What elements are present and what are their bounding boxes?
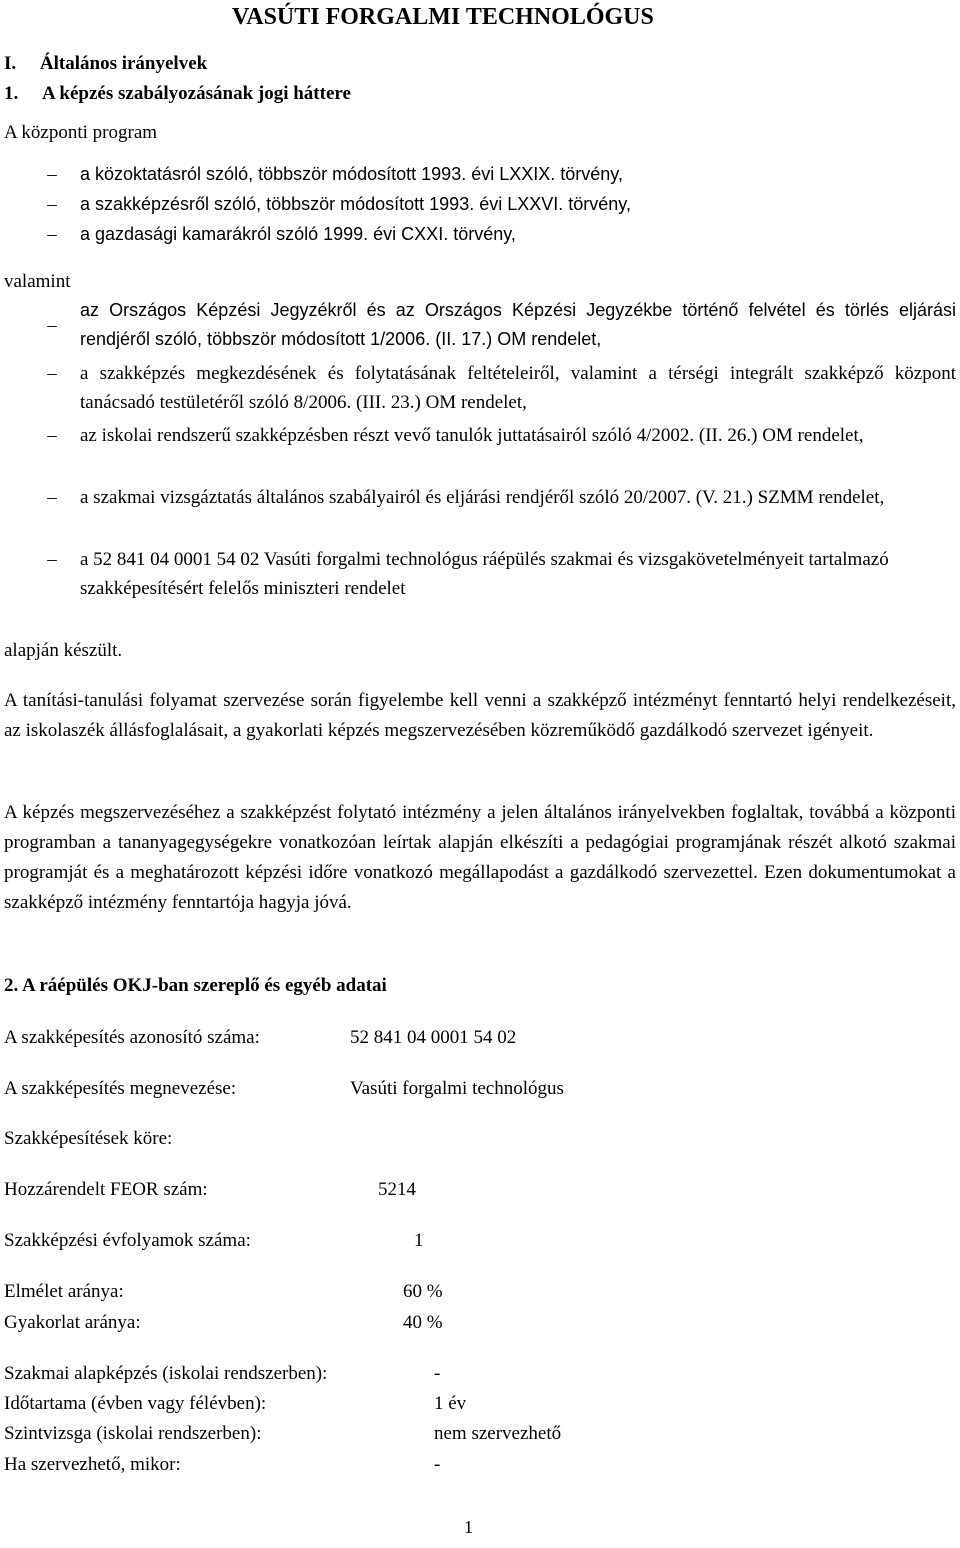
list-item: [34, 220, 956, 249]
list-item: [34, 160, 956, 189]
section-heading-1: I. Általános irányelvek: [4, 53, 208, 74]
duration-label: Időtartama (évben vagy félévben):: [4, 1393, 267, 1414]
dash-bullet: –: [47, 549, 57, 570]
years-value: 1: [414, 1230, 424, 1251]
dash-bullet: –: [47, 224, 57, 245]
list-item-text: az Országos Képzési Jegyzékről és az Országos Képzési Jegyzékbe történő felvétel és törlés eljárási rendjéről szóló, többször módosított 1/2006. (II. 17.) OM rendelet,: [80, 300, 956, 349]
list-item-text: a szakképzésről szóló, többször módosított 1993. évi LXXVI. törvény,: [80, 194, 631, 214]
feor-value: 5214: [378, 1179, 416, 1200]
list-item: [34, 296, 956, 354]
practice-label: Gyakorlat aránya:: [4, 1312, 141, 1333]
dash-bullet: –: [47, 164, 57, 185]
id-label: A szakképesítés azonosító száma:: [4, 1027, 260, 1048]
duration-value: 1 év: [434, 1393, 467, 1414]
scope-label: Szakképesítések köre:: [4, 1128, 173, 1149]
subsection-heading-2: 2. A ráépülés OKJ-ban szereplő és egyéb adatai: [4, 975, 387, 996]
dash-bullet: –: [47, 315, 57, 336]
theory-value: 60 %: [403, 1281, 443, 1302]
list-item: [34, 483, 956, 541]
list-item: [34, 190, 956, 219]
page-number: 1: [464, 1517, 473, 1537]
name-label: A szakképesítés megnevezése:: [4, 1078, 237, 1099]
name-value: Vasúti forgalmi technológus: [350, 1078, 564, 1099]
list-item: [34, 359, 956, 417]
list-item: [34, 421, 956, 479]
list-item-text: a szakképzés megkezdésének és folytatásának feltételeiről, valamint a térségi integrált szakképző központ tanácsadó testületéről szóló 8/2006. (III. 23.) OM rendelet,: [80, 363, 956, 413]
dash-bullet: –: [47, 487, 57, 508]
alapjan-label: alapján készült.: [4, 640, 123, 661]
when-label: Ha szervezhető, mikor:: [4, 1454, 181, 1475]
basic-value: -: [434, 1363, 441, 1384]
dash-bullet: –: [47, 363, 57, 384]
level-value: nem szervezhető: [434, 1423, 562, 1444]
list-item-text: a szakmai vizsgáztatás általános szabályairól és eljárási rendjéről szóló 20/2007. (V. 21.) SZMM rendelet,: [80, 487, 885, 508]
list-item: [34, 545, 956, 603]
basic-label: Szakmai alapképzés (iskolai rendszerben):: [4, 1363, 328, 1384]
paragraph-2: A képzés megszervezéséhez a szakképzést folytató intézmény a jelen általános irányelvekben foglaltak, továbbá a központi programban a tananyagegységekre vonatkozóan leírtak alapján elkészíti a pedagógiai programjának részét alkotó szakmai programját és a meghatározott képzési időre vonatkozó megállapodást a gazdálkodó szervezettel. Ezen dokumentumokat a szakképző intézmény fenntartója hagyja jóvá.: [4, 802, 956, 913]
dash-bullet: –: [47, 194, 57, 215]
valamint-label: valamint: [4, 271, 71, 292]
id-value: 52 841 04 0001 54 02: [350, 1027, 517, 1048]
dash-bullet: –: [47, 425, 57, 446]
years-label: Szakképzési évfolyamok száma:: [4, 1230, 251, 1251]
level-label: Szintvizsga (iskolai rendszerben):: [4, 1423, 262, 1444]
central-program-label: A központi program: [4, 122, 158, 143]
list-item-text: az iskolai rendszerű szakképzésben részt vevő tanulók juttatásairól szóló 4/2002. (II. 26.) OM rendelet,: [80, 425, 864, 446]
list-item-text: a gazdasági kamarákról szóló 1999. évi CXXI. törvény,: [80, 224, 516, 244]
feor-label: Hozzárendelt FEOR szám:: [4, 1179, 208, 1200]
theory-label: Elmélet aránya:: [4, 1281, 124, 1302]
page-title: VASÚTI FORGALMI TECHNOLÓGUS: [232, 4, 654, 30]
when-value: -: [434, 1454, 441, 1475]
paragraph-1: A tanítási-tanulási folyamat szervezése során figyelembe kell venni a szakképző intézményt fenntartó helyi rendelkezéseit, az iskolaszék állásfoglalásait, a gyakorlati képzés megszervezésében közreműködő gazdálkodó szervezet igényeit.: [4, 690, 956, 741]
list-item-text: a közoktatásról szóló, többször módosított 1993. évi LXXIX. törvény,: [80, 164, 623, 184]
subsection-heading-1: 1. A képzés szabályozásának jogi háttere: [4, 83, 351, 104]
practice-value: 40 %: [403, 1312, 443, 1333]
list-item-text: a 52 841 04 0001 54 02 Vasúti forgalmi technológus ráépülés szakmai és vizsgakövetelményeit tartalmazó szakképesítésért felelős miniszteri rendelet: [80, 549, 889, 599]
